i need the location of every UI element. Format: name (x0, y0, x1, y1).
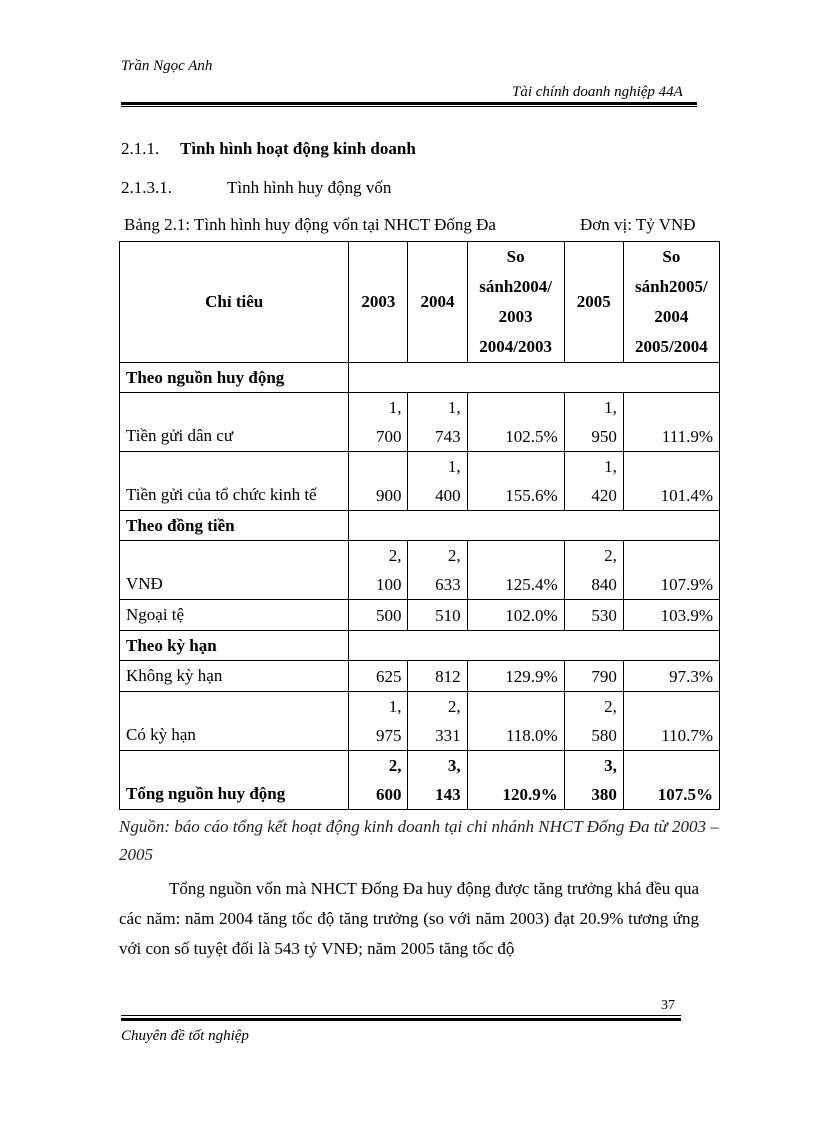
header-compare-2005-line: So (662, 247, 681, 266)
footer-text: Chuyên đề tốt nghiệp (121, 1028, 249, 1044)
cell-compare-2004: 118.0% (467, 692, 564, 751)
cell-part: 840 (591, 575, 617, 594)
cell-2003: 625 (349, 661, 408, 692)
cell-part: 975 (375, 726, 402, 745)
header-course: Tài chính doanh nghiệp 44A (512, 84, 683, 100)
subsection-number: 2.1.3.1. (121, 178, 172, 197)
footer-rule-thick (121, 1018, 681, 1021)
row-label: Tiền gửi dân cư (120, 393, 349, 452)
cell-compare-2005: 111.9% (623, 393, 719, 452)
footer-rule-thin (121, 1015, 681, 1016)
cell-part: 2, (447, 697, 461, 716)
row-label: Tiền gửi của tổ chức kinh tế (120, 452, 349, 511)
cell-part: 2, (447, 546, 461, 565)
group-row (120, 631, 720, 661)
cell-compare-2004: 155.6% (467, 452, 564, 511)
table-row (120, 661, 720, 692)
cell-part: 420 (591, 486, 617, 505)
cell-part: 3, (447, 756, 461, 775)
group-source: Theo nguồn huy động (120, 363, 349, 393)
cell-2005 (564, 452, 623, 511)
subsection-title: Tình hình huy động vốn (227, 178, 392, 197)
cell-2005: 530 (564, 600, 623, 631)
cell-part: 2, (388, 756, 402, 775)
section-title: Tình hình hoạt động kinh doanh (180, 139, 416, 158)
header-compare-2005 (623, 242, 719, 363)
cell-2004 (408, 541, 467, 600)
cell-2003 (349, 393, 408, 452)
cell-part: 100 (375, 575, 402, 594)
group-currency: Theo đồng tiền (120, 511, 349, 541)
cell-2004 (408, 751, 467, 810)
cell-compare-2005: 107.9% (623, 541, 719, 600)
group-row (120, 363, 720, 393)
header-compare-2004-line: 2003 (498, 307, 533, 326)
header-compare-2004-line: So (506, 247, 525, 266)
cell-part: 143 (435, 785, 461, 804)
cell-compare-2004: 102.0% (467, 600, 564, 631)
cell-compare-2004: 102.5% (467, 393, 564, 452)
cell-2004 (408, 692, 467, 751)
header-compare-2005-line: 2004 (654, 307, 689, 326)
header-compare-2004 (467, 242, 564, 363)
table-row (120, 452, 720, 511)
group-term: Theo kỳ hạn (120, 631, 349, 661)
cell-part: 400 (435, 486, 461, 505)
cell-2003 (349, 692, 408, 751)
cell-part: 2, (604, 546, 617, 565)
section-heading (121, 139, 416, 159)
cell-part: 700 (375, 427, 402, 446)
cell-2004: 812 (408, 661, 467, 692)
header-indicator: Chỉ tiêu (120, 242, 349, 363)
cell-compare-2004: 120.9% (467, 751, 564, 810)
cell-2005 (564, 393, 623, 452)
cell-compare-2005: 107.5% (623, 751, 719, 810)
page-number: 37 (661, 998, 675, 1013)
cell-part: 950 (591, 427, 617, 446)
source-note: Nguồn: báo cáo tổng kết hoạt động kinh doanh tại chi nhánh NHCT Đống Đa từ 2003 – 2005 (119, 817, 719, 864)
header-rule-thin (121, 106, 697, 107)
funding-table (119, 241, 720, 810)
cell-compare-2005: 101.4% (623, 452, 719, 511)
header-compare-2005-line: 2005/2004 (635, 337, 708, 356)
header-author: Trần Ngọc Anh (121, 58, 213, 74)
table-caption: Bảng 2.1: Tình hình huy động vốn tại NHCT Đống Đa (124, 215, 496, 234)
cell-compare-2005: 110.7% (623, 692, 719, 751)
table-row (120, 541, 720, 600)
cell-part: 743 (435, 427, 461, 446)
header-compare-2004-line: sánh2004/ (479, 277, 553, 296)
cell-2003: 500 (349, 600, 408, 631)
table-header-row (120, 242, 720, 363)
row-label: VNĐ (120, 541, 349, 600)
header-2003: 2003 (349, 242, 408, 363)
cell-part: 580 (591, 726, 617, 745)
row-label: Không kỳ hạn (120, 661, 349, 692)
group-filler (349, 363, 720, 393)
cell-compare-2005: 97.3% (623, 661, 719, 692)
section-number: 2.1.1. (121, 139, 160, 158)
cell-2004: 510 (408, 600, 467, 631)
cell-compare-2004: 129.9% (467, 661, 564, 692)
table-unit: Đơn vị: Tỷ VNĐ (580, 215, 696, 234)
cell-part: 600 (375, 785, 402, 804)
header-compare-2005-line: sánh2005/ (635, 277, 708, 296)
table-row (120, 393, 720, 452)
row-label: Có kỳ hạn (120, 692, 349, 751)
cell-part: 380 (591, 785, 617, 804)
cell-2005: 790 (564, 661, 623, 692)
cell-part: 2, (388, 546, 402, 565)
cell-2003 (349, 751, 408, 810)
header-2005: 2005 (564, 242, 623, 363)
group-filler (349, 511, 720, 541)
cell-2004 (408, 452, 467, 511)
row-label: Tổng nguồn huy động (120, 751, 349, 810)
cell-2005 (564, 692, 623, 751)
group-filler (349, 631, 720, 661)
cell-part: 1, (388, 697, 402, 716)
cell-part: 1, (447, 398, 461, 417)
cell-2004 (408, 393, 467, 452)
group-row (120, 511, 720, 541)
row-label: Ngoại tệ (120, 600, 349, 631)
table-total-row (120, 751, 720, 810)
cell-2005 (564, 541, 623, 600)
table-row (120, 692, 720, 751)
paragraph-text: Tổng nguồn vốn mà NHCT Đống Đa huy động được tăng trưởng khá đều qua các năm: năm 2004 tăng tốc độ tăng trưởng (so với năm 2003) đạt 20.9% tương ứng với con số tuyệt đối là 543 tỷ VNĐ; năm 2005 tăng tốc độ (119, 879, 699, 958)
cell-part: 1, (604, 398, 617, 417)
cell-2003: 900 (349, 452, 408, 511)
subsection-heading (121, 178, 392, 198)
cell-part: 1, (604, 457, 617, 476)
cell-part: 3, (604, 756, 617, 775)
cell-compare-2004: 125.4% (467, 541, 564, 600)
cell-part: 331 (435, 726, 461, 745)
cell-part: 2, (604, 697, 617, 716)
header-rule-thick (121, 102, 697, 105)
body-paragraph (119, 874, 699, 964)
cell-2005 (564, 751, 623, 810)
table-row (120, 600, 720, 631)
cell-compare-2005: 103.9% (623, 600, 719, 631)
header-compare-2004-line: 2004/2003 (479, 337, 552, 356)
cell-part: 1, (388, 398, 402, 417)
cell-part: 1, (447, 457, 461, 476)
cell-part: 633 (435, 575, 461, 594)
header-2004: 2004 (408, 242, 467, 363)
cell-2003 (349, 541, 408, 600)
